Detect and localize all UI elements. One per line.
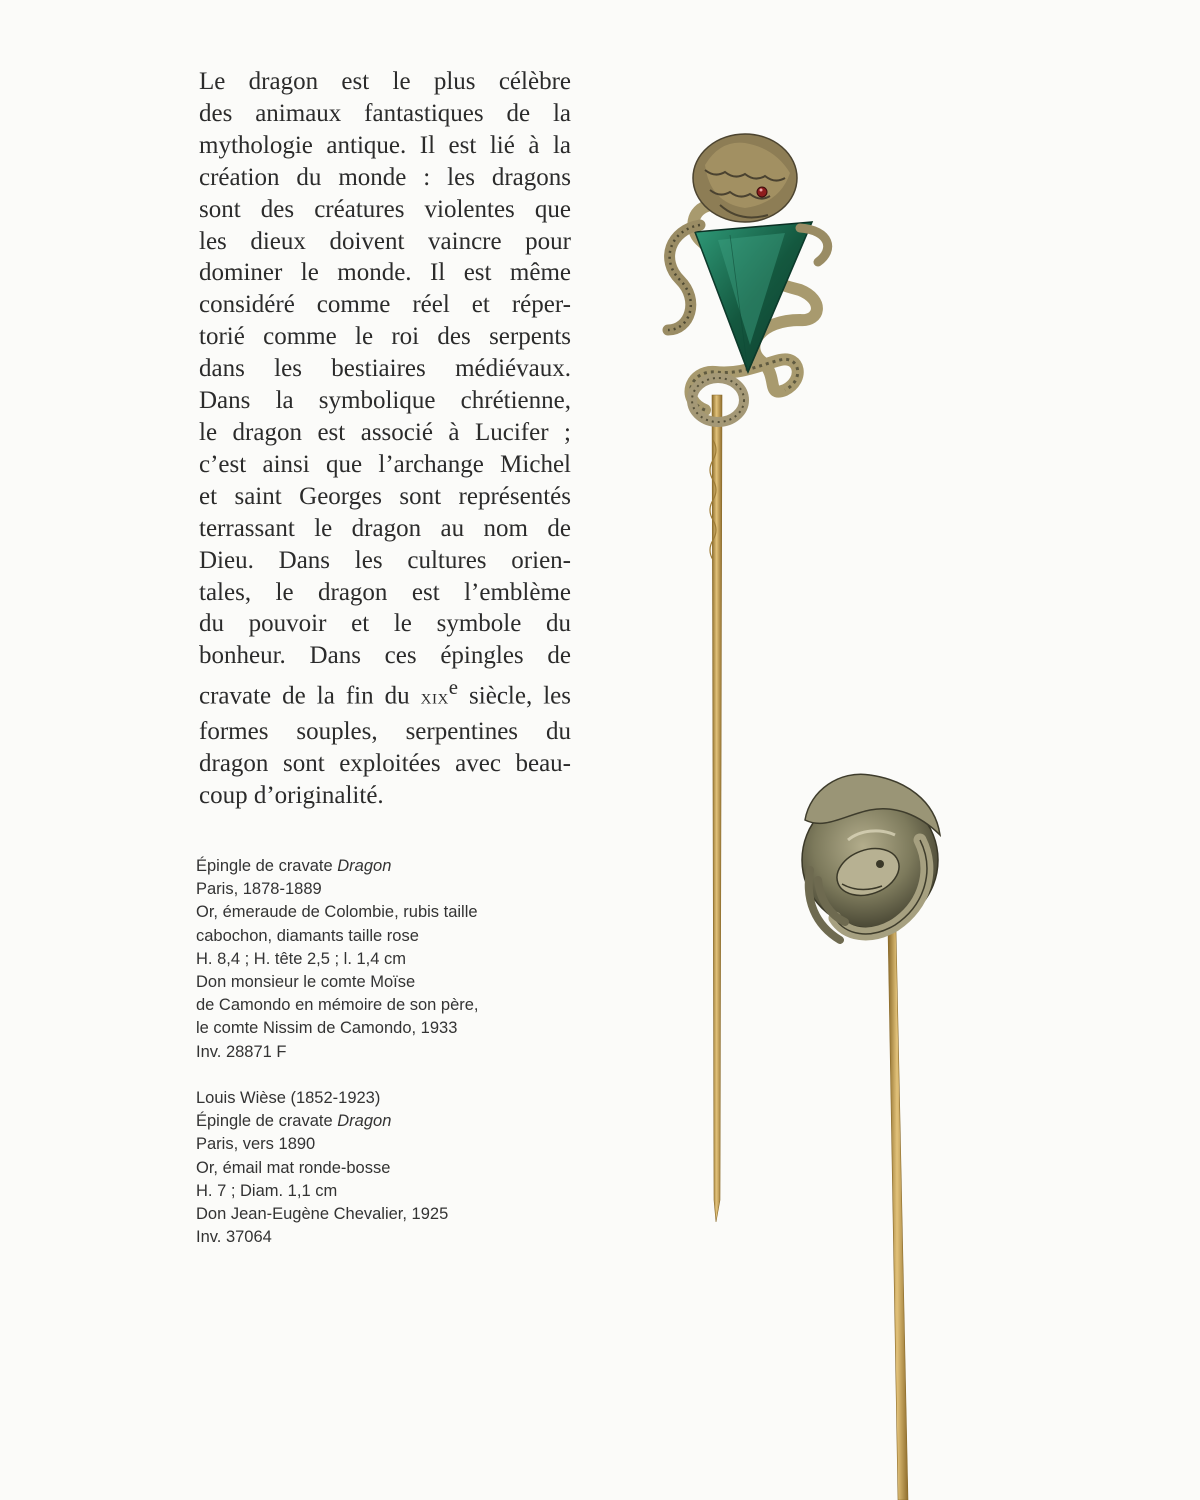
caption-title: Épingle de cravate Dragon <box>196 1112 392 1131</box>
text-line: dragon sont exploitées avec beau- <box>199 750 571 778</box>
caption-title: Épingle de cravate Dragon <box>196 857 392 875</box>
text-line: le dragon est associé à Lucifer ; <box>199 418 571 446</box>
caption-line: Don monsieur le comte Moïse <box>196 973 416 992</box>
text-line: sont des créatures violentes que <box>199 195 571 223</box>
text-line: terrassant le dragon au nom de <box>199 514 571 542</box>
pin2-shaft <box>888 930 908 1500</box>
text-line: torié comme le roi des serpents <box>199 323 571 351</box>
pin1-shaft <box>712 395 722 1222</box>
caption-line: Or, émail mat ronde-bosse <box>196 1158 391 1177</box>
caption-line: Don Jean-Eugène Chevalier, 1925 <box>196 1205 449 1224</box>
caption-line: le comte Nissim de Camondo, 1933 <box>196 1019 458 1038</box>
text-line: coup d’originalité. <box>199 782 384 810</box>
caption-line: H. 7 ; Diam. 1,1 cm <box>196 1181 338 1200</box>
text-line: Dieu. Dans les cultures orien- <box>199 546 571 574</box>
caption-line: Inv. 28871 F <box>196 1042 287 1061</box>
enamel-dragon-pin <box>802 774 940 1500</box>
text-line: c’est ainsi que l’archange Michel <box>199 450 571 478</box>
text-line: des animaux fantastiques de la <box>199 99 571 127</box>
text-line: dans les bestiaires médiévaux. <box>199 355 571 383</box>
caption-line: Paris, vers 1890 <box>196 1135 316 1154</box>
caption-line: Or, émeraude de Colombie, rubis taille <box>196 903 478 922</box>
caption-line: Inv. 37064 <box>196 1228 272 1247</box>
caption-author: Louis Wièse (1852-1923) <box>196 1089 381 1107</box>
text-line: dominer le monde. Il est même <box>199 259 571 287</box>
emerald-dragon-pin <box>668 134 828 1222</box>
text-line: et saint Georges sont représentés <box>199 482 571 510</box>
text-line: mythologie antique. Il est lié à la <box>199 131 571 159</box>
text-line: création du monde : les dragons <box>199 163 571 191</box>
caption-line: H. 8,4 ; H. tête 2,5 ; l. 1,4 cm <box>196 949 407 968</box>
text-line: tales, le dragon est l’emblème <box>199 578 571 606</box>
pin1-ruby-eye <box>757 187 767 197</box>
text-line-century: cravate de la fin du XIXe siècle, les <box>199 675 571 710</box>
text-line: bonheur. Dans ces épingles de <box>199 642 571 670</box>
century-superscript: e <box>448 675 459 700</box>
text-line: formes souples, serpentines du <box>199 718 571 746</box>
text-line: Dans la symbolique chrétienne, <box>199 387 571 415</box>
text-line: considéré comme réel et réper- <box>199 291 571 319</box>
text-line: du pouvoir et le symbole du <box>199 610 571 638</box>
text-line: Le dragon est le plus célèbre <box>199 68 571 95</box>
caption-line: cabochon, diamants taille rose <box>196 926 419 945</box>
century-numeral: XIX <box>420 691 449 708</box>
text-line: les dieux doivent vaincre pour <box>199 227 571 255</box>
caption-line: de Camondo en mémoire de son père, <box>196 996 479 1015</box>
caption-line: Paris, 1878-1889 <box>196 880 322 899</box>
